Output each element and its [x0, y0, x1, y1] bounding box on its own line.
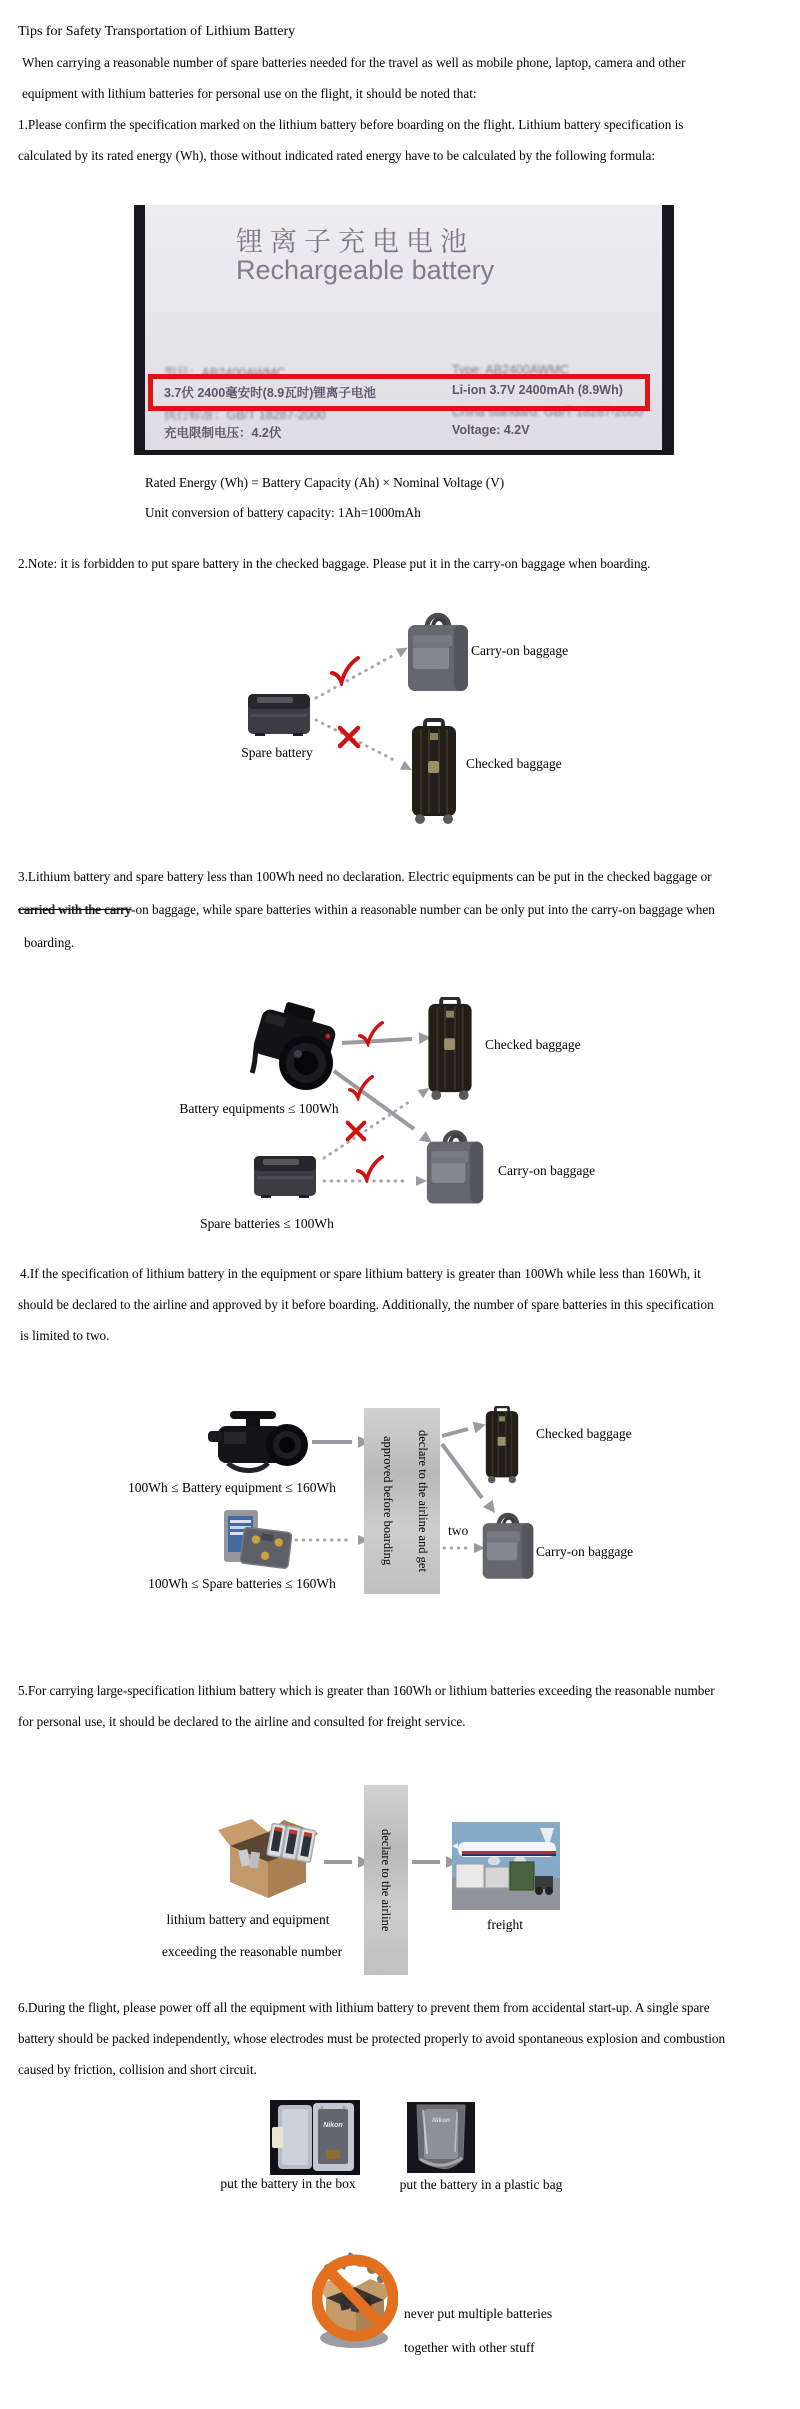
- checked-suitcase-icon: [486, 1407, 518, 1484]
- freight-plane-photo: [452, 1822, 560, 1910]
- warning-line-2: together with other stuff: [404, 2340, 535, 2355]
- declare-text-line-2: approved before boarding: [381, 1436, 395, 1566]
- allowed-check-icon: [358, 1157, 382, 1179]
- declare-airline-text: [364, 1785, 408, 1975]
- label-spec-en: Li-ion 3.7V 2400mAh (8.9Wh): [452, 383, 623, 397]
- item3-line-3: boarding.: [24, 935, 75, 950]
- page-title: Tips for Safety Transportation of Lithium Battery: [18, 24, 296, 39]
- item3-line-2: [18, 902, 715, 918]
- spec-highlight-box: [148, 374, 650, 411]
- exceeding-label-line-1: lithium battery and equipment: [166, 1912, 330, 1927]
- spare-batteries-label: Spare batteries ≤ 100Wh: [200, 1216, 334, 1231]
- caption-battery-bag: put the battery in a plastic bag: [399, 2177, 563, 2192]
- freight-label: freight: [487, 1917, 523, 1932]
- packing-photos: [0, 2090, 800, 2380]
- declare-approve-box: [364, 1408, 440, 1594]
- item4-line-3: is limited to two.: [20, 1328, 110, 1343]
- item6-line-1: 6.During the flight, please power off all the equipment with lithium battery to prevent them from accidental start-up. A single spare: [18, 2000, 710, 2015]
- battery-in-box-photo: [270, 2100, 360, 2175]
- carryon-baggage-label: Carry-on baggage: [471, 643, 569, 658]
- battery-equipment-range-label: 100Wh ≤ Battery equipment ≤ 160Wh: [128, 1480, 336, 1495]
- item4-line-1: 4.If the specification of lithium battery in the equipment or spare lithium battery is greater than 100Wh while less than 160Wh, it: [20, 1266, 701, 1281]
- declare-approve-text: [364, 1408, 440, 1594]
- diagram-under-100wh: [0, 985, 800, 1240]
- declare-text-line-1: declare to the airline and get: [416, 1430, 430, 1572]
- item3-overprint-text: carried with the carry: [18, 902, 132, 917]
- camera-icon: [252, 996, 341, 1090]
- item3-line-1: 3.Lithium battery and spare battery less than 100Wh need no declaration. Electric equipments can be put in the checked baggage or: [18, 869, 712, 884]
- carryon-baggage-label: Carry-on baggage: [498, 1163, 596, 1178]
- prohibition-icon: [316, 2252, 394, 2348]
- carryon-bag-icon: [427, 1132, 483, 1203]
- item6-line-3: caused by friction, collision and short circuit.: [18, 2062, 257, 2077]
- label-voltage-en: Voltage: 4.2V: [452, 423, 530, 437]
- carton-batteries-icon: [218, 1819, 318, 1898]
- battery-equipment-label: Battery equipments ≤ 100Wh: [179, 1101, 339, 1116]
- item1-line-2: calculated by its rated energy (Wh), those without indicated rated energy have to be calculated by the following formula:: [18, 148, 656, 163]
- formula-line-1: Rated Energy (Wh) = Battery Capacity (Ah) × Nominal Voltage (V): [145, 475, 505, 490]
- spare-battery-icon: [254, 1156, 316, 1198]
- label-voltage-zh: 充电限制电压：4.2伏: [164, 426, 282, 440]
- pro-batteries-icon: [224, 1510, 292, 1569]
- label-spec-zh: 3.7伏 2400毫安时(8.9瓦时)锂离子电池: [164, 386, 376, 400]
- intro-line-1: When carrying a reasonable number of spare batteries needed for the travel as well as mobile phone, laptop, camera and other: [22, 55, 686, 70]
- checked-suitcase-icon: [412, 720, 456, 824]
- checked-baggage-label: Checked baggage: [536, 1426, 632, 1441]
- declare-airline-box: [364, 1785, 408, 1975]
- checked-baggage-label: Checked baggage: [466, 756, 562, 771]
- diagram-spare-battery: [0, 600, 800, 845]
- battery-edge-left: [134, 205, 145, 455]
- carryon-bag-icon: [408, 615, 468, 691]
- exceeding-label-line-2: exceeding the reasonable number: [161, 1944, 343, 1959]
- two-limit-label: two: [448, 1523, 469, 1538]
- checked-baggage-label: Checked baggage: [485, 1037, 581, 1052]
- formula-line-2: Unit conversion of battery capacity: 1Ah=1000mAh: [145, 505, 421, 520]
- item5-line-2: for personal use, it should be declared to the airline and consulted for freight service.: [18, 1714, 466, 1729]
- forbidden-cross-icon: [348, 1123, 365, 1140]
- forbidden-cross-icon: [340, 728, 358, 746]
- spare-battery-icon: [248, 694, 310, 736]
- item3-line-2-rest: -on baggage, while spare batteries within a reasonable number can be only put into the carry-on baggage when: [131, 902, 715, 917]
- spare-battery-label: Spare battery: [241, 745, 313, 760]
- battery-label-photo: [134, 205, 674, 455]
- label-title-zh: 锂离子充电电池: [236, 227, 474, 257]
- label-title-en: Rechargeable battery: [236, 255, 495, 285]
- label-model-zh: 型号：AB2400AWMC: [164, 366, 286, 380]
- battery-in-bag-photo: [407, 2102, 475, 2173]
- camcorder-icon: [208, 1415, 308, 1471]
- battery-edge-right: [662, 205, 674, 455]
- battery-edge-bottom: [134, 450, 674, 455]
- item5-line-1: 5.For carrying large-specification lithium battery which is greater than 160Wh or lithium batteries exceeding the reasonable number: [18, 1683, 715, 1698]
- label-model-en: Type: AB2400AWMC: [452, 363, 569, 377]
- label-standard-en: China standard: GB/T 18287-2000: [452, 405, 643, 419]
- spare-batteries-range-label: 100Wh ≤ Spare batteries ≤ 160Wh: [148, 1576, 336, 1591]
- warning-line-1: never put multiple batteries: [404, 2306, 553, 2321]
- carryon-baggage-label: Carry-on baggage: [536, 1544, 634, 1559]
- item6-line-2: battery should be packed independently, whose electrodes must be protected properly to avoid spontaneous explosion and combustion: [18, 2031, 726, 2046]
- label-standard-zh: 执行标准：GB/T 18287-2000: [164, 408, 326, 422]
- declare-text: declare to the airline: [379, 1828, 393, 1932]
- checked-suitcase-icon: [428, 998, 471, 1100]
- item4-line-2: should be declared to the airline and approved by it before boarding. Additionally, the number of spare batteries in this specification: [18, 1297, 714, 1312]
- item2-line: 2.Note: it is forbidden to put spare battery in the checked baggage. Please put it in the carry-on baggage when boarding.: [18, 556, 651, 571]
- carryon-bag-icon: [483, 1515, 534, 1579]
- caption-battery-box: put the battery in the box: [220, 2176, 356, 2191]
- item1-line-1: 1.Please confirm the specification marked on the lithium battery before boarding on the flight. Lithium battery specification is: [18, 117, 684, 132]
- intro-line-2: equipment with lithium batteries for personal use on the flight, it should be noted that:: [22, 86, 477, 101]
